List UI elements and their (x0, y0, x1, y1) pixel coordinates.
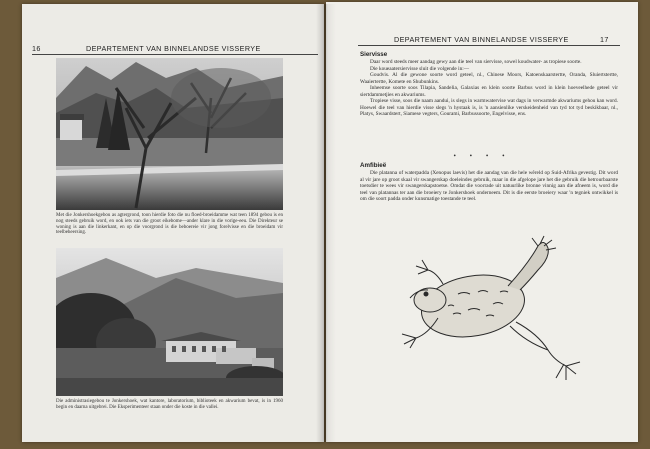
left-page (22, 4, 324, 442)
section-ornament: • • • • (453, 152, 511, 160)
caption-bottom-photo: Die administrasiegebou te Jonkershoek, wat kantore, laboratorium, biblioteek en akwarium bevat, is in 1960 begin en daarna uitgebrei. Die Eksperimenteer staan onder die koste in die vallei. (56, 399, 283, 410)
left-running-head: DEPARTEMENT VAN BINNELANDSE VISSERYE (86, 44, 261, 53)
right-running-head: DEPARTEMENT VAN BINNELANDSE VISSERYE (394, 35, 569, 44)
frog-illustration (398, 234, 588, 384)
right-page (326, 2, 638, 442)
paragraph: Die platanna of waterpadda (Xenopus laevis) het die aandag van die hele wêreld op Suid-Afrika gevestig. Dit word al vir jare op groot skaal vir swangerskap doeleindes gebruik, maar in die afgelope jare het die gebruik die hetrourbaarste toetsdier te wees vir swangerskapstoetse. Omdat die voorrade uit natuurlike bronne vinnig aan die afneem is, word die teel van platannas ter aan die broeiery te Jonkershoek onderneem. Dit is die eerste broeiery waar 'n tegniek ontwikkel is om die soort padda onder kunsmatige toestande te teel. (360, 170, 618, 202)
section-amfibiee-text (360, 170, 618, 203)
caption-top-photo: Met die Jonkershoekgebou as agtergrond, toon hierdie foto die nu floed-broeidamme wat teen 1894 gebou is en nog steeds gebruik word, en ook iets van die groot eikebome—ander klare in die vorige-eeu. Die Direkteur se woning is aan die linkerkant, en op die voorgrond is die beboereie vir jong forelvisse en die broeidam vir teelbeheersing. (56, 213, 283, 236)
paragraph: Tropiese visse, soos die naam aandui, is slegs in warmwatervise wat dags in verwarmde akwariums gehou kan word. Hoewel die teel van hierdie visse slegs 'n hystaak is, is 'n aansienlike verskeidenheid van tyd tot tyd beskikbaar, nl., Platys, Swaardstert, Siamese vegters, Gourami, Barbussoorte, Engelvisse, ens. (360, 98, 618, 117)
paragraph: Goudvis. Al die gewone soorte word geteel, nl., Chinese Moors, Katoenskaarstertte, Oranda, Sluiertstertte, Waaiertertte, Komete en Shubunkins. (360, 72, 618, 85)
section-siervisse-text (360, 59, 618, 118)
book-gutter (316, 4, 336, 442)
photo-hatchery-ponds (56, 58, 283, 210)
paragraph: Daar word steeds meer aandag gewy aan die teel van siervisse, sowel koudwater- as tropiese soorte. (370, 59, 582, 65)
paragraph: Inheemse soorte soos Tilapia, Sandelia, Galaxias en klein soorte Barbus word in klein hoeveelhede geteel vir siertdammetjies en akwariums. (360, 85, 618, 98)
right-head-rule (358, 45, 620, 46)
left-head-rule (32, 54, 318, 55)
section-title-amfibiee: Amfibieë (360, 162, 387, 169)
left-page-number: 16 (32, 44, 41, 53)
section-title-siervisse: Siervisse (360, 51, 388, 58)
photo-administration-building (56, 248, 283, 396)
right-page-number: 17 (600, 35, 609, 44)
paragraph: Die koueaatersiervisse sluit die volgende in:— (370, 65, 469, 72)
